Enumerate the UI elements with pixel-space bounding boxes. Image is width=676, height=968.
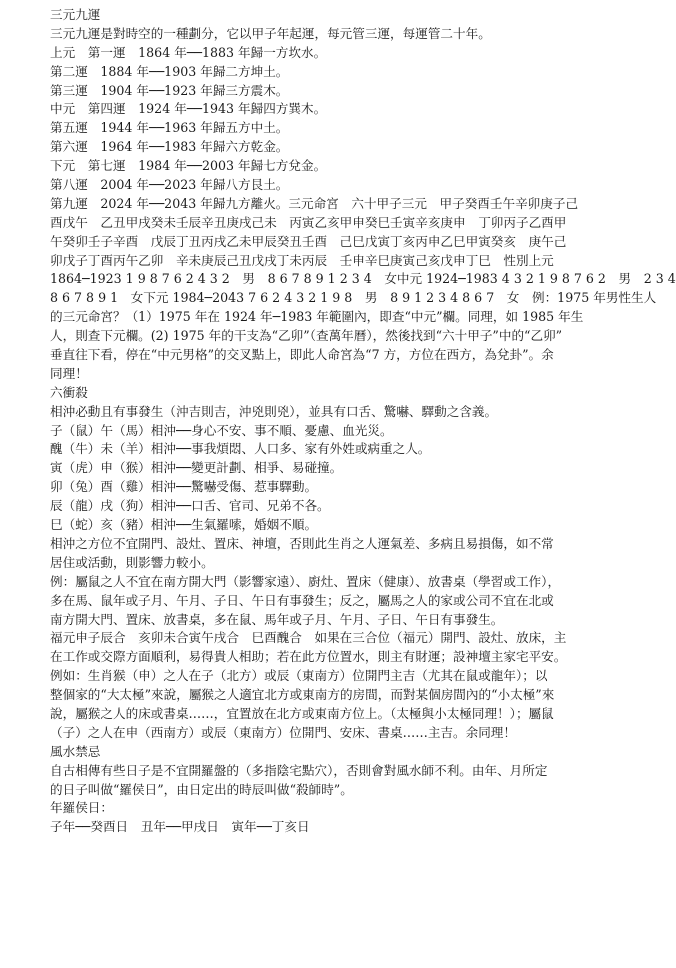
text-line: 居住或活動，則影響力較小。 [50,554,214,570]
text-line: 第八運 2004 年──2023 年歸八方艮土。 [50,177,289,193]
text-line: 寅（虎）申（猴）相沖──變更計劃、相爭、易碰撞。 [50,460,343,476]
text-line: 整個家的“大太極”來說，屬猴之人適宜北方或東南方的房間，而對某個房間內的“小太極”來 [50,687,555,703]
text-line: 上元 第一運 1864 年──1883 年歸一方坎水。 [50,44,327,60]
text-line: 相沖之方位不宜開門、設灶、置床、神壇，否則此生肖之人運氣差、多病且易損傷，如不常 [50,535,554,551]
text-line: 卯（兔）酉（雞）相沖──驚嚇受傷、惹事驛動。 [50,479,318,495]
text-line: 例如：生肖猴（申）之人在子（北方）或辰（東南方）位開門主吉（尤其在鼠或龍年）；以 [50,668,548,684]
text-line: 的日子叫做“羅侯日”，由日定出的時辰叫做“殺師時”。 [50,781,353,797]
text-line: 子年──癸酉日 丑年──甲戌日 寅年──丁亥日 [50,819,310,835]
text-line: 人，則查下元欄。(2) 1975 年的干支為“乙卯”（查萬年曆），然後找到“六十甲子”中的“乙卯” [50,328,563,344]
text-line: 說，屬猴之人的床或書桌……，宜置放在北方或東南方位上。（太極與小太極同理！）；屬鼠 [50,705,554,721]
text-line: 多在馬、鼠年或子月、午月、子日、午日有事發生；反之，屬馬之人的家或公司不宜在北或 [50,592,554,608]
text-line: 年羅侯日： [50,800,113,816]
text-line: 卯戊子丁酉丙午乙卯 辛未庚辰己丑戊戌丁未丙辰 壬申辛巳庚寅己亥戊申丁巳 性別上元 [50,252,554,268]
text-line: 第二運 1884 年──1903 年歸二方坤土。 [50,63,289,79]
text-line: 醜（牛）未（羊）相沖──事我煩悶、人口多、家有外姓或病重之人。 [50,441,431,457]
text-line: 第五運 1944 年──1963 年歸五方中土。 [50,120,289,136]
text-line: 下元 第七運 1984 年──2003 年歸七方兌金。 [50,158,327,174]
text-line: 子（鼠）午（馬）相沖──身心不安、事不順、憂慮、血光災。 [50,422,393,438]
text-line: 巳（蛇）亥（豬）相沖──生氣羅嗦，婚姻不順。 [50,517,318,533]
text-line: 中元 第四運 1924 年──1943 年歸四方巽木。 [50,101,327,117]
text-line: 例：屬鼠之人不宜在南方開大門（影響家遠）、廚灶、置床（健康）、放書桌（學習或工作）， [50,573,561,589]
text-line: 第三運 1904 年──1923 年歸三方震木。 [50,82,289,98]
text-line: 三元九運是對時空的一種劃分，它以甲子年起運，每元管三運，每運管二十年。 [50,25,491,41]
text-line: 的三元命宮？（1）1975 年在 1924 年─1983 年範圍內，即查“中元”欄。同理，如 1985 年生 [50,309,584,325]
text-line: 相沖必動且有事發生（沖吉則吉，沖兇則兇），並具有口舌、驚嚇、驛動之含義。 [50,403,498,419]
text-line: 同理！ [50,365,88,381]
text-line: 在工作或交際方面順利，易得貴人相助；若在此方位置水，則主有財運；設神壇主家宅平安。 [50,649,567,665]
text-line: 8 6 7 8 9 1 女下元 1984─2043 7 6 2 4 3 2 1 9 8 男 8 9 1 2 3 4 8 6 7 女 例：1975 年男性生人 [50,290,657,306]
text-line: 第九運 2024 年──2043 年歸九方離火。三元命宮 六十甲子三元 甲子癸酉壬午辛卯庚子己 [50,195,579,211]
text-line: 風水禁忌 [50,743,101,759]
text-line: 三元九運 [50,7,101,22]
text-line: （子）之人在申（西南方）或辰（東南方）位開門、安床、書桌……主吉。余同理！ [50,724,516,740]
text-line: 第六運 1964 年──1983 年歸六方乾金。 [50,139,289,155]
text-line: 辰（龍）戌（狗）相沖──口舌、官司、兄弟不各。 [50,498,330,514]
text-line: 1864─1923 1 9 8 7 6 2 4 3 2 男 8 6 7 8 9 1 2 3 4 女中元 1924─1983 4 3 2 1 9 8 7 6 2 男 2 3 4 [50,271,676,287]
text-line: 垂直往下看，停在“中元男格”的交叉點上，即此人命宮為“7 方，方位在西方，為兌卦”。余 [50,347,554,363]
text-line: 酉戊午 乙丑甲戌癸未壬辰辛丑庚戌己未 丙寅乙亥甲申癸巳壬寅辛亥庚申 丁卯丙子乙酉甲 [50,214,567,230]
text-line: 南方開大門、置床、放書桌，多在鼠、馬年或子月、午月、子日、午日有事發生。 [50,611,504,627]
text-line: 福元申子辰合 亥卯未合寅午戌合 巳酉醜合 如果在三合位（福元）開門、設灶、放床，主 [50,630,567,646]
text-line: 自古相傳有些日子是不宜開羅盤的（多指陰宅點穴），否則會對風水師不利。由年、月所定 [50,762,548,778]
text-line: 六衝殺 [50,384,88,400]
text-line: 午癸卯壬子辛酉 戊辰丁丑丙戌乙未甲辰癸丑壬酉 己巳戊寅丁亥丙申乙巳甲寅癸亥 庚午己 [50,233,567,249]
